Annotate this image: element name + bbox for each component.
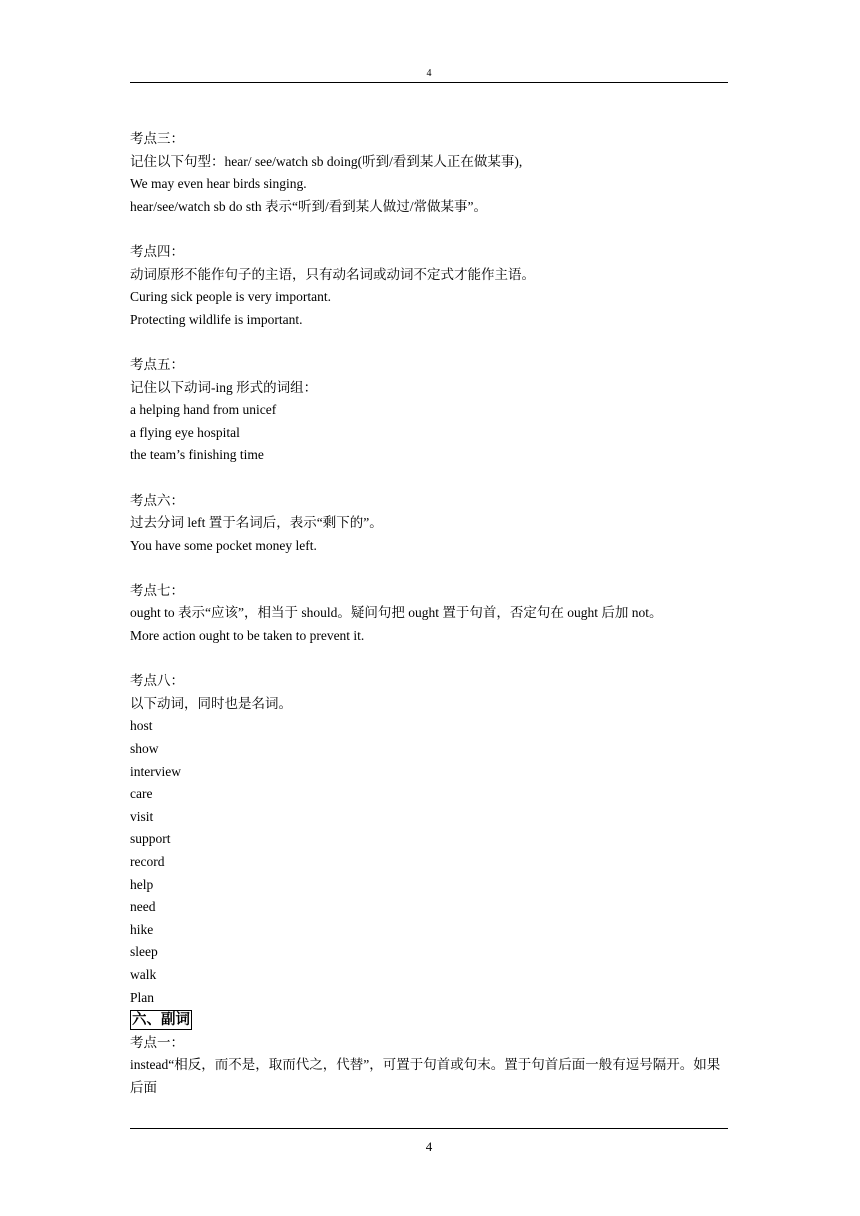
section-kaodian-8 xyxy=(130,670,730,1009)
text-line: 以下动词，同时也是名词。 xyxy=(130,695,292,711)
word-item: help xyxy=(130,876,154,892)
section-kaodian-4 xyxy=(130,241,730,331)
text-line: 记住以下动词-ing 形式的词组： xyxy=(130,379,318,395)
text-line: We may even hear birds singing. xyxy=(130,176,307,192)
text-line: a helping hand from unicef xyxy=(130,402,277,418)
paragraph: instead“相反，而不是，取而代之，代替”，可置于句首或句末。置于句首后面一般有逗号隔开。如果后面 xyxy=(130,1057,721,1095)
page-footer xyxy=(130,1128,728,1155)
section-kaodian-6 xyxy=(130,490,730,558)
text-line: ought to 表示“应该”，相当于 should。疑问句把 ought 置于句首，否定句在 ought 后加 not。 xyxy=(130,605,663,621)
text-line: Protecting wildlife is important. xyxy=(130,311,303,327)
word-item: record xyxy=(130,854,165,869)
text-line: More action ought to be taken to prevent it. xyxy=(130,628,365,644)
header-page-number: 4 xyxy=(426,68,432,79)
word-item: support xyxy=(130,831,171,847)
word-item: visit xyxy=(130,808,154,824)
text-line: hear/see/watch sb do sth 表示“听到/看到某人做过/常做某事”。 xyxy=(130,198,487,214)
footer-page-number: 4 xyxy=(425,1139,433,1154)
word-item: Plan xyxy=(130,989,155,1005)
section-title: 考点五： xyxy=(130,356,184,372)
section-title: 考点四： xyxy=(130,243,184,259)
word-item: host xyxy=(130,718,153,734)
word-item: interview xyxy=(130,763,181,779)
text-line: 动词原形不能作句子的主语，只有动名词或动词不定式才能作主语。 xyxy=(130,266,535,282)
adverb-heading-row xyxy=(130,1009,730,1032)
text-line: 记住以下句型：hear/ see/watch sb doing(听到/看到某人正在做某事), xyxy=(130,153,523,169)
text-line: a flying eye hospital xyxy=(130,424,240,440)
page-header xyxy=(130,68,728,83)
section-kaodian-3 xyxy=(130,128,730,218)
text-line: Curing sick people is very important. xyxy=(130,289,331,305)
word-item: need xyxy=(130,899,156,915)
section-title: 考点六： xyxy=(130,492,184,508)
section-kaodian-7 xyxy=(130,580,730,648)
word-item: hike xyxy=(130,921,154,937)
word-item: care xyxy=(130,786,153,802)
section-kaodian-5 xyxy=(130,354,730,467)
document-body xyxy=(130,128,730,1100)
word-item: show xyxy=(130,741,159,757)
text-line: 过去分词 left 置于名词后，表示“剩下的”。 xyxy=(130,515,383,531)
adverb-heading: 六、副词 xyxy=(132,1012,190,1029)
text-line: the team’s finishing time xyxy=(130,447,264,463)
section-title: 考点七： xyxy=(130,582,184,598)
section-adverb-kaodian-1 xyxy=(130,1032,730,1100)
section-title: 考点一： xyxy=(130,1034,184,1050)
word-item: sleep xyxy=(130,944,158,960)
word-item: walk xyxy=(130,966,157,982)
text-line: You have some pocket money left. xyxy=(130,537,317,553)
section-title: 考点三： xyxy=(130,131,184,146)
section-title: 考点八： xyxy=(130,673,184,689)
